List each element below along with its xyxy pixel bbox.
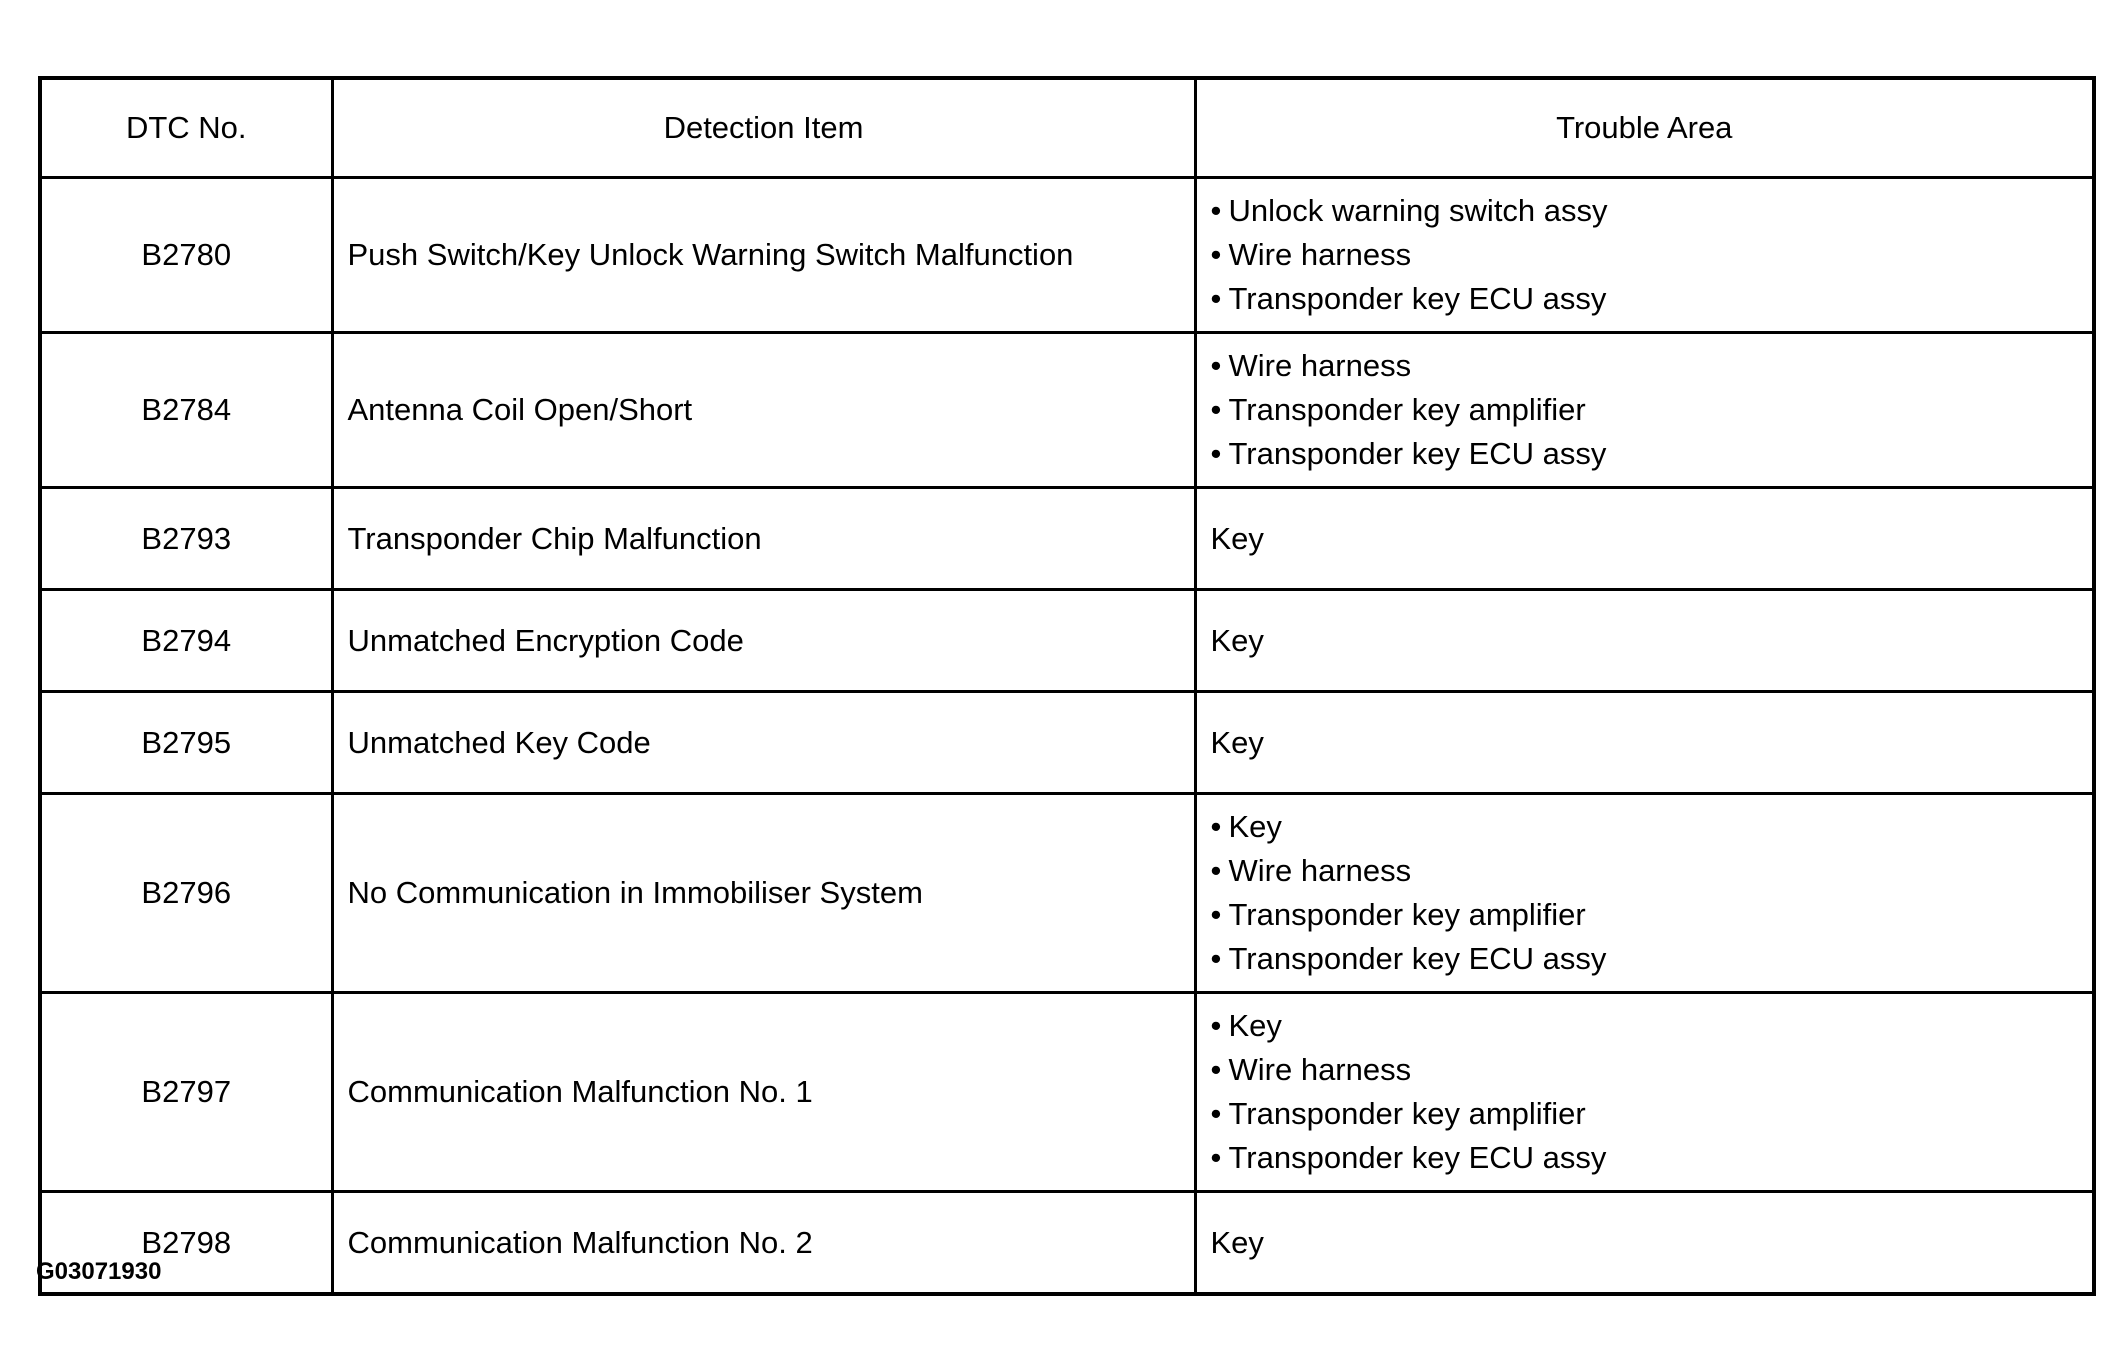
trouble-area-item: • Key xyxy=(1211,1004,2093,1048)
trouble-area xyxy=(1195,1192,2094,1295)
detection-item: Push Switch/Key Unlock Warning Switch Malfunction xyxy=(332,178,1195,333)
trouble-area-item: • Transponder key ECU assy xyxy=(1211,432,2093,476)
trouble-area-list xyxy=(1211,994,2093,1190)
trouble-area xyxy=(1195,178,2094,333)
header-trouble-area: Trouble Area xyxy=(1195,78,2094,178)
trouble-area-item: • Wire harness xyxy=(1211,849,2093,893)
trouble-area-item: • Transponder key amplifier xyxy=(1211,1092,2093,1136)
detection-item: Communication Malfunction No. 2 xyxy=(332,1192,1195,1295)
dtc-code: B2794 xyxy=(40,590,332,692)
table-row xyxy=(40,590,2094,692)
dtc-table xyxy=(38,76,2096,1296)
trouble-area-text: Key xyxy=(1210,724,1264,760)
table-row xyxy=(40,794,2094,993)
trouble-area-list xyxy=(1211,334,2093,486)
trouble-area-item: • Transponder key amplifier xyxy=(1211,893,2093,937)
trouble-area-item: • Key xyxy=(1211,805,2093,849)
table-header-row xyxy=(40,78,2094,178)
table-row xyxy=(40,333,2094,488)
trouble-area-item: • Transponder key ECU assy xyxy=(1211,277,2093,321)
trouble-area xyxy=(1195,590,2094,692)
trouble-area xyxy=(1195,794,2094,993)
detection-item: Unmatched Encryption Code xyxy=(332,590,1195,692)
figure-id: G03071930 xyxy=(36,1258,162,1285)
dtc-code: B2798 xyxy=(40,1192,332,1295)
dtc-code: B2780 xyxy=(40,178,332,333)
trouble-area-item: • Transponder key ECU assy xyxy=(1211,937,2093,981)
trouble-area-item: • Wire harness xyxy=(1211,344,2093,388)
trouble-area xyxy=(1195,488,2094,590)
trouble-area-item: • Unlock warning switch assy xyxy=(1211,189,2093,233)
trouble-area xyxy=(1195,333,2094,488)
detection-item: Antenna Coil Open/Short xyxy=(332,333,1195,488)
dtc-code: B2797 xyxy=(40,993,332,1192)
trouble-area xyxy=(1195,993,2094,1192)
trouble-area-list xyxy=(1211,179,2093,331)
trouble-area-text: Key xyxy=(1210,1224,1264,1260)
dtc-code: B2793 xyxy=(40,488,332,590)
trouble-area-item: • Transponder key amplifier xyxy=(1211,388,2093,432)
table-row xyxy=(40,1192,2094,1295)
trouble-area-item: • Transponder key ECU assy xyxy=(1211,1136,2093,1180)
dtc-code: B2796 xyxy=(40,794,332,993)
trouble-area-list xyxy=(1211,795,2093,991)
table-row xyxy=(40,178,2094,333)
detection-item: Transponder Chip Malfunction xyxy=(332,488,1195,590)
trouble-area xyxy=(1195,692,2094,794)
dtc-code: B2795 xyxy=(40,692,332,794)
trouble-area-text: Key xyxy=(1210,520,1264,556)
trouble-area-text: Key xyxy=(1210,622,1264,658)
table-row xyxy=(40,993,2094,1192)
detection-item: Communication Malfunction No. 1 xyxy=(332,993,1195,1192)
table-row xyxy=(40,488,2094,590)
detection-item: Unmatched Key Code xyxy=(332,692,1195,794)
table-row xyxy=(40,692,2094,794)
trouble-area-item: • Wire harness xyxy=(1211,233,2093,277)
dtc-code: B2784 xyxy=(40,333,332,488)
detection-item: No Communication in Immobiliser System xyxy=(332,794,1195,993)
trouble-area-item: • Wire harness xyxy=(1211,1048,2093,1092)
header-detection-item: Detection Item xyxy=(332,78,1195,178)
header-dtc-no: DTC No. xyxy=(40,78,332,178)
